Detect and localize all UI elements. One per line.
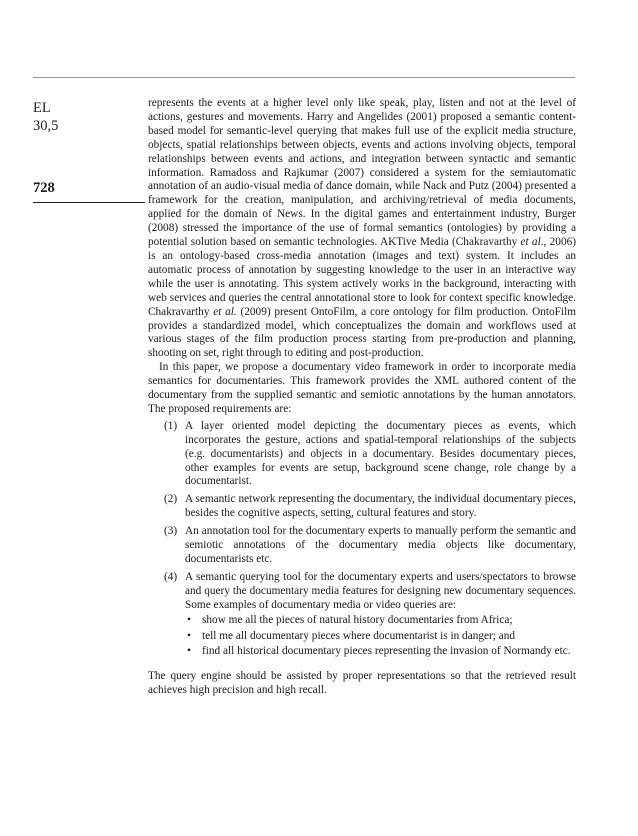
requirement-item bbox=[148, 525, 576, 567]
requirements-list bbox=[148, 420, 576, 660]
requirement-number: (2) bbox=[164, 493, 178, 506]
body-text bbox=[148, 97, 576, 698]
requirement-number: (4) bbox=[164, 570, 178, 583]
query-example: • find all historical documentary pieces representing the invasion of Normandy etc. bbox=[187, 645, 571, 658]
paragraph-related-work: represents the events at a higher level only like speak, play, listen and not at the level of actions, gestures and movements. Harry and Angelides (2001) proposed a semantic content-based model for semantic-level querying that makes full use of the explicit media structure, objects, spatial relationships between objects, events and actions involving objects, temporal relationships between events and actions, and integration between syntactic and semantic information. Ramadoss and Rajkumar (2007) considered a system for the semiautomatic annotation of an audio-visual media of dance domain, while Nack and Putz (2004) presented a framework for the creation, manipulation, and archiving/retrieval of media documents, applied for the domain of News. In the digital games and entertainment industry, Burger (2008) stressed the importance of the use of formal semantics (ontologies) by providing a potential solution based on semantic technologies. AKTive Media (Chakravarthy et al., 2006) is an ontology-based cross-media annotation (images and text) system. It includes an automatic process of annotation by suggesting knowledge to the user in an interactive way while the user is annotating. This system actively works in the background, interacting with web services and queries the central annotational store to look for context specific knowledge. Chakravarthy et al. (2009) present OntoFilm, a core ontology for film production. OntoFilm provides a standardized model, which conceptualizes the domain and workflows used at various stages of the film production process starting from pre-production and planning, shooting on set, right through to editing and post-production. bbox=[148, 97, 577, 360]
requirement-text: A semantic network representing the documentary, the individual documentary pieces, besides the cognitive aspects, setting, cultural features and story. bbox=[185, 493, 576, 520]
requirement-item bbox=[148, 420, 576, 490]
query-examples-list bbox=[185, 614, 576, 660]
query-example: • tell me all documentary pieces where documentarist is in danger; and bbox=[187, 629, 516, 642]
paragraph-conclusion: The query engine should be assisted by proper representations so that the retrieved result achieves high precision and high recall. bbox=[148, 670, 576, 697]
bullet-icon: • bbox=[187, 613, 191, 626]
requirement-text: A semantic querying tool for the documentary experts and users/spectators to browse and query the documentary media features for designing new documentary sequences. Some examples of documentary media or video queries are: bbox=[185, 570, 576, 611]
requirement-item bbox=[148, 571, 576, 659]
volume-issue: 30,5 bbox=[33, 118, 59, 134]
paragraph-proposal: In this paper, we propose a documentary video framework in order to incorporate media semantics for documentaries. This framework provides the XML authored content of the documentary from the supplied semantic and semiotic annotations by the human annotators. The proposed requirements are: bbox=[148, 361, 576, 415]
requirement-text: An annotation tool for the documentary experts to manually perform the semantic and semiotic annotations of the documentary media objects like documentary, documentarists etc. bbox=[185, 525, 576, 565]
requirement-number: (1) bbox=[164, 419, 178, 432]
requirement-number: (3) bbox=[164, 525, 178, 538]
bullet-icon: • bbox=[187, 629, 191, 642]
query-example: • show me all the pieces of natural history documentaries from Africa; bbox=[187, 613, 513, 626]
requirement-item bbox=[148, 493, 576, 521]
page-number: 728 bbox=[33, 179, 145, 203]
bullet-icon: • bbox=[187, 645, 191, 658]
requirement-text: A layer oriented model depicting the documentary pieces as events, which incorporates the gesture, actions and spatial-temporal relationships of the subjects (e.g. documentarists) and objects in a documentary. Besides documentary pieces, other examples for events are setup, background scene change, role change by a documentarist. bbox=[185, 419, 576, 488]
header-rule bbox=[33, 77, 575, 78]
margin-column bbox=[33, 99, 145, 196]
journal-abbrev: EL bbox=[33, 100, 51, 116]
